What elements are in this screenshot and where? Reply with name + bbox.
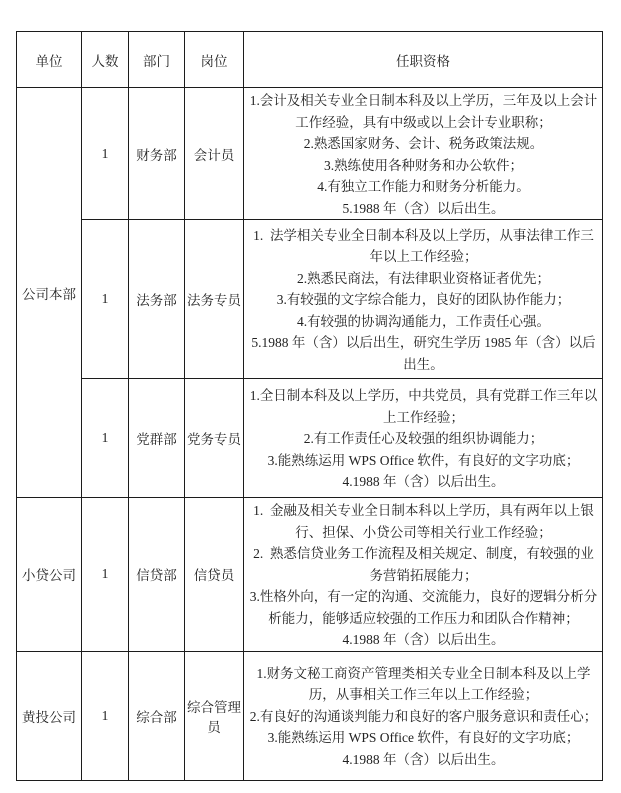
qualification-line: 3.有较强的文字综合能力，良好的团队协作能力； (276, 292, 571, 308)
qualification-line: 4.1988 年（含）以后出生。 (342, 474, 505, 490)
department-cell: 法务部 (129, 220, 185, 379)
qualification-line: 2.熟悉国家财务、会计、税务政策法规。 (303, 136, 544, 151)
qualification-line: 5.1988 年（含）以后出生，研究生学历 1985 年（含）以后出生。 (251, 335, 596, 372)
qualification-line: 4.有较强的协调沟通能力，工作责任心强。 (296, 313, 551, 329)
qualification-line: 3.熟练使用各种财务和办公软件； (323, 157, 524, 173)
table-row (17, 498, 603, 652)
position-cell: 综合管理员 (185, 651, 244, 780)
department-cell: 党群部 (129, 379, 185, 498)
qualification-line: 2.有良好的沟通谈判能力和良好的客户服务意识和责任心； (249, 708, 598, 724)
department-cell: 综合部 (129, 651, 185, 780)
qualification-line: 5.1988 年（含）以后出生。 (342, 200, 505, 216)
header-row (17, 32, 603, 88)
qualifications-cell (244, 88, 603, 220)
qualification-line: 1.全日制本科及以上学历，中共党员，具有党群工作三年以上工作经验； (249, 388, 598, 425)
header-count: 人数 (82, 32, 129, 88)
recruitment-table (16, 31, 603, 781)
count-cell: 1 (82, 651, 129, 780)
qualification-line: 1. 法学相关专业全日制本科及以上学历，从事法律工作三年以上工作经验； (253, 227, 594, 265)
qualification-line: 4.1988 年（含）以后出生。 (342, 632, 505, 647)
qualifications-cell (244, 498, 603, 652)
unit-cell: 小贷公司 (17, 498, 82, 652)
table-row (17, 220, 603, 379)
department-cell: 财务部 (129, 88, 185, 220)
qualifications-cell (244, 379, 603, 498)
header-department: 部门 (129, 32, 185, 88)
table-row (17, 379, 603, 498)
count-cell: 1 (82, 379, 129, 498)
qualification-line: 3.能熟练运用 WPS Office 软件，有良好的文字功底； (267, 730, 580, 746)
count-cell: 1 (82, 88, 129, 220)
department-cell: 信贷部 (129, 498, 185, 652)
table-row (17, 88, 603, 220)
header-qualifications: 任职资格 (244, 32, 603, 88)
count-cell: 1 (82, 220, 129, 379)
position-cell: 信贷员 (185, 498, 244, 652)
table-row (17, 651, 603, 780)
unit-cell: 公司本部 (17, 88, 82, 498)
position-cell: 法务专员 (185, 220, 244, 379)
qualifications-cell (244, 220, 603, 379)
unit-cell: 黄投公司 (17, 651, 82, 780)
qualification-line: 2. 熟悉信贷业务工作流程及相关规定、制度，有较强的业务营销拓展能力； (253, 546, 594, 583)
qualification-line: 2.有工作责任心及较强的组织协调能力； (303, 431, 544, 447)
qualification-line: 1.财务文秘工商资产管理类相关专业全日制本科及以上学历，从事相关工作三年以上工作经验； (256, 665, 591, 703)
header-unit: 单位 (17, 32, 82, 88)
qualification-line: 1. 金融及相关专业全日制本科以上学历，具有两年以上银行、担保、小贷公司等相关行业工作经验； (253, 503, 594, 540)
header-position: 岗位 (185, 32, 244, 88)
qualification-line: 3.性格外向，有一定的沟通、交流能力，良好的逻辑分析分析能力，能够适应较强的工作压力和团队合作精神； (249, 589, 598, 626)
qualifications-cell (244, 651, 603, 780)
qualification-line: 4.有独立工作能力和财务分析能力。 (317, 179, 530, 194)
qualification-line: 4.1988 年（含）以后出生。 (342, 751, 505, 767)
position-cell: 会计员 (185, 88, 244, 220)
qualification-line: 2.熟悉民商法，有法律职业资格证者优先； (296, 270, 551, 286)
count-cell: 1 (82, 498, 129, 652)
position-cell: 党务专员 (185, 379, 244, 498)
qualification-line: 1.会计及相关专业全日制本科及以上学历，三年及以上会计工作经验，具有中级或以上会计专业职称； (249, 93, 598, 130)
qualification-line: 3.能熟练运用 WPS Office 软件，有良好的文字功底； (267, 452, 580, 468)
